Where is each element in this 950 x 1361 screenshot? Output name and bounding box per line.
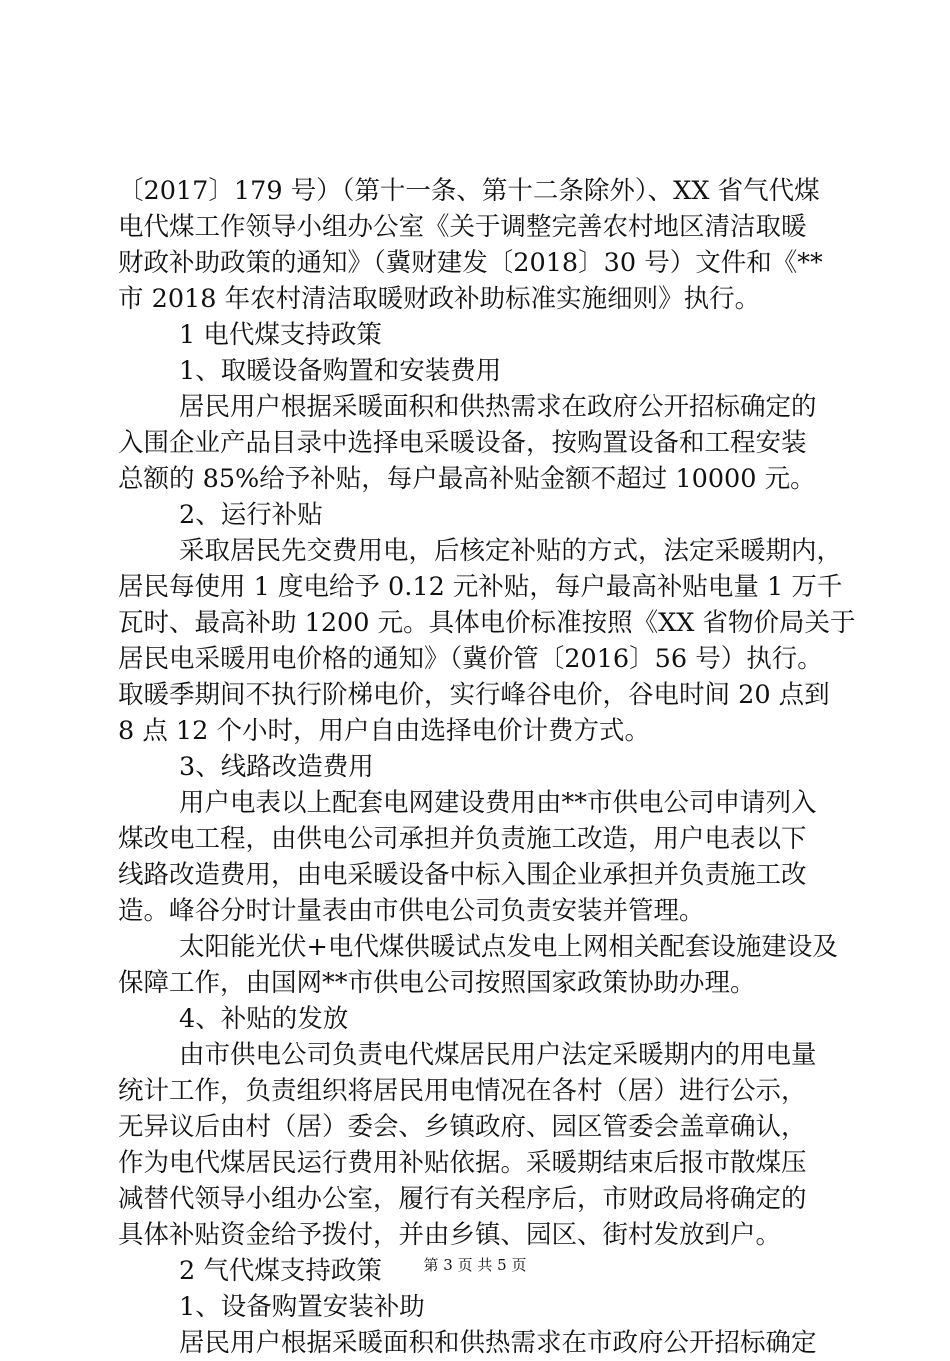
text-line: 瓦时、最高补助 1200 元。具体电价标准按照《XX 省物价局关于: [118, 608, 856, 638]
text-line: 采取居民先交费用电，后核定补贴的方式，法定采暖期内，: [179, 536, 843, 566]
text-line: 统计工作，负责组织将居民用电情况在各村（居）进行公示，: [118, 1076, 807, 1106]
text-line: 市 2018 年农村清洁取暖财政补助标准实施细则》执行。: [118, 284, 761, 314]
page-number-footer: 第 3 页 共 5 页: [423, 1256, 527, 1274]
text-line: 总额的 85%给予补贴，每户最高补贴金额不超过 10000 元。: [118, 464, 816, 494]
text-line: 作为电代煤居民运行费用补贴依据。采暖期结束后报市散煤压: [118, 1148, 807, 1178]
text-line: 取暖季期间不执行阶梯电价，实行峰谷电价，谷电时间 20 点到: [118, 680, 830, 710]
text-line: 8 点 12 个小时，用户自由选择电价计费方式。: [118, 716, 650, 746]
text-line: 无异议后由村（居）委会、乡镇政府、园区管委会盖章确认，: [118, 1112, 807, 1142]
text-line: 线路改造费用，由电采暖设备中标入围企业承担并负责施工改: [118, 860, 807, 890]
text-line: 由市供电公司负责电代煤居民用户法定采暖期内的用电量: [179, 1040, 817, 1070]
text-line: 入围企业产品目录中选择电采暖设备，按购置设备和工程安装: [118, 428, 807, 458]
section-heading: 1 电代煤支持政策: [179, 320, 382, 350]
text-line: 保障工作，由国网**市供电公司按照国家政策协助办理。: [118, 968, 756, 998]
subsection-heading: 4、补贴的发放: [179, 1004, 349, 1034]
text-line: 减替代领导小组办公室，履行有关程序后，市财政局将确定的: [118, 1184, 807, 1214]
text-line: 太阳能光伏+电代煤供暖试点发电上网相关配套设施建设及: [179, 932, 838, 962]
text-line: 居民每使用 1 度电给予 0.12 元补贴，每户最高补贴电量 1 万千: [118, 572, 843, 602]
text-line: 居民电采暖用电价格的通知》（冀价管〔2016〕56 号）执行。: [118, 644, 823, 674]
subsection-heading: 1、设备购置安装补助: [179, 1292, 425, 1322]
document-body: [118, 173, 856, 1361]
text-line: 用户电表以上配套电网建设费用由**市供电公司申请列入: [179, 788, 817, 818]
subsection-heading: 3、线路改造费用: [179, 752, 374, 782]
section-heading: 2 气代煤支持政策: [179, 1256, 382, 1286]
text-line: 居民用户根据采暖面积和供热需求在政府公开招标确定的: [179, 392, 817, 422]
text-line: 具体补贴资金给予拨付，并由乡镇、园区、街村发放到户。: [118, 1220, 782, 1250]
text-line: 〔2017〕179 号）（第十一条、第十二条除外）、XX 省气代煤: [118, 176, 820, 206]
subsection-heading: 1、取暖设备购置和安装费用: [179, 356, 502, 386]
text-line: 造。峰谷分时计量表由市供电公司负责安装并管理。: [118, 896, 705, 926]
text-line: 居民用户根据采暖面积和供热需求在市政府公开招标确定: [179, 1328, 817, 1358]
text-line: 财政补助政策的通知》（冀财建发〔2018〕30 号）文件和《**: [118, 248, 823, 278]
text-line: 煤改电工程，由供电公司承担并负责施工改造，用户电表以下: [118, 824, 807, 854]
text-line: 电代煤工作领导小组办公室《关于调整完善农村地区清洁取暖: [118, 212, 807, 242]
subsection-heading: 2、运行补贴: [179, 500, 323, 530]
